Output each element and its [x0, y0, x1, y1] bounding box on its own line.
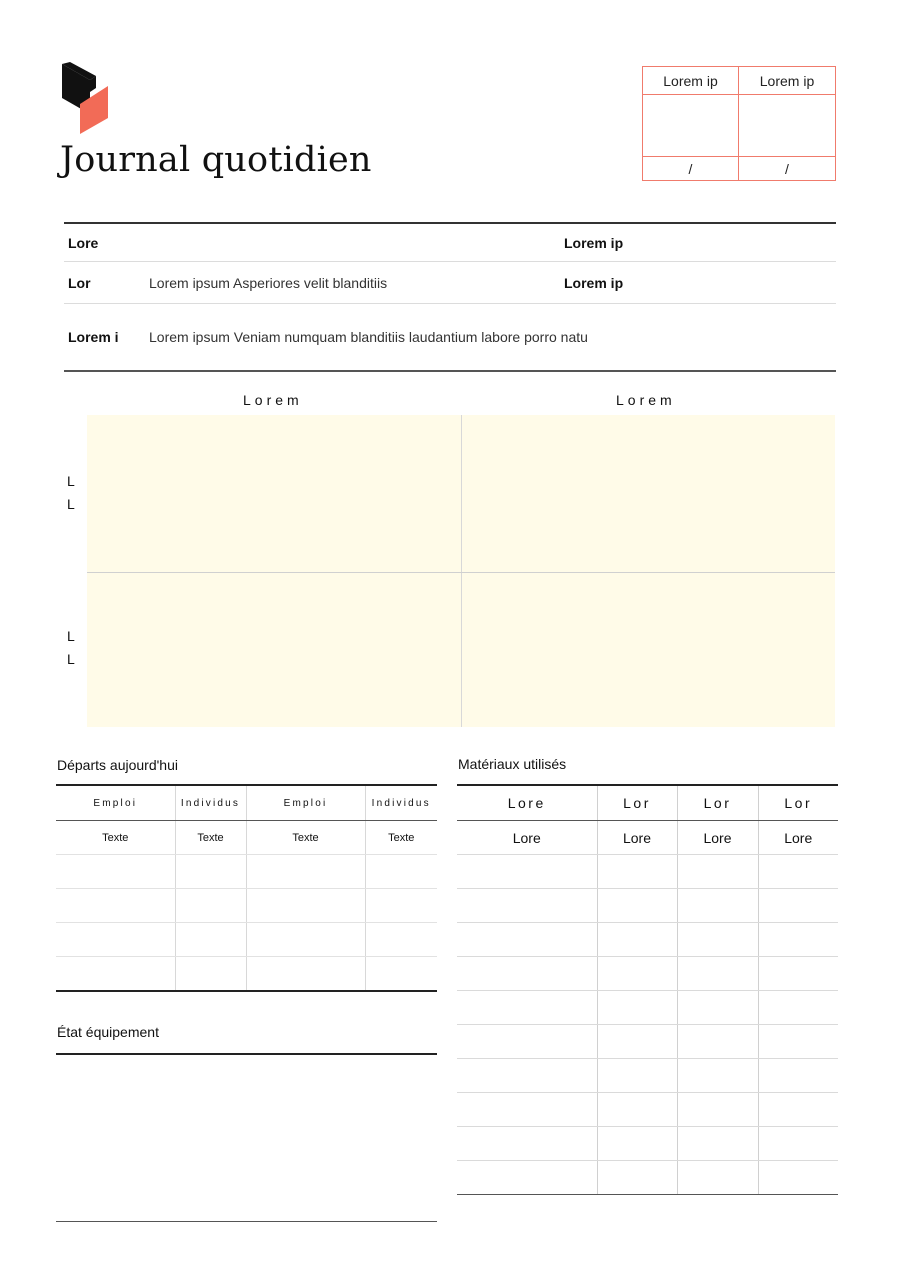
materials-cell[interactable] [677, 1093, 758, 1127]
departures-cell[interactable] [175, 855, 246, 889]
grid-row-label-1 [67, 470, 75, 516]
departures-row [56, 821, 437, 855]
materials-cell[interactable] [457, 855, 597, 889]
materials-cell[interactable] [457, 1161, 597, 1195]
departures-cell[interactable]: Texte [175, 821, 246, 855]
materials-cell[interactable] [457, 957, 597, 991]
departures-cell[interactable] [246, 855, 365, 889]
materials-cell[interactable] [597, 1093, 677, 1127]
materials-cell[interactable] [597, 957, 677, 991]
equipment-notes-area[interactable] [56, 1055, 437, 1221]
materials-cell[interactable] [758, 889, 838, 923]
departures-cell[interactable] [246, 957, 365, 992]
grid-cell-2[interactable] [462, 415, 835, 572]
approval-header-2: Lorem ip [739, 67, 835, 95]
info-label-1: Lore [68, 234, 99, 251]
departures-header-people-2: Individus [365, 785, 437, 821]
departures-cell[interactable] [56, 889, 175, 923]
approval-sign-1[interactable] [643, 95, 739, 157]
equipment-title: État équipement [57, 1024, 159, 1040]
info-label-3: Lor [68, 274, 91, 291]
departures-row [56, 855, 437, 889]
company-logo-icon [60, 62, 110, 134]
departures-cell[interactable] [56, 855, 175, 889]
materials-cell[interactable] [758, 1093, 838, 1127]
departures-cell[interactable] [175, 889, 246, 923]
materials-table [457, 784, 838, 1195]
materials-cell[interactable] [597, 1127, 677, 1161]
materials-header-2: Lor [597, 785, 677, 821]
info-row-3 [64, 304, 836, 370]
materials-cell[interactable]: Lore [597, 821, 677, 855]
materials-cell[interactable] [597, 1025, 677, 1059]
page-title: Journal quotidien [60, 140, 372, 180]
info-value-1[interactable]: Lorem ipsum Asperiores velit blanditiis [149, 274, 388, 291]
materials-cell[interactable] [457, 991, 597, 1025]
materials-header-1: Lore [457, 785, 597, 821]
materials-title: Matériaux utilisés [458, 756, 567, 772]
info-label-4: Lorem ip [564, 274, 624, 291]
departures-cell[interactable] [365, 923, 437, 957]
materials-cell[interactable] [597, 855, 677, 889]
departures-row [56, 957, 437, 992]
departures-header-job-1: Emploi [56, 785, 175, 821]
departures-cell[interactable] [175, 923, 246, 957]
departures-cell[interactable] [56, 957, 175, 992]
materials-cell[interactable] [758, 1127, 838, 1161]
info-bottom-rule [64, 370, 836, 372]
materials-cell[interactable] [677, 889, 758, 923]
materials-cell[interactable] [677, 991, 758, 1025]
materials-cell[interactable] [457, 923, 597, 957]
grid-row-label-1a: L [67, 473, 75, 489]
approval-header-1: Lorem ip [643, 67, 739, 95]
materials-cell[interactable] [758, 1025, 838, 1059]
materials-cell[interactable] [758, 1059, 838, 1093]
departures-table [56, 784, 437, 992]
grid-row-label-2a: L [67, 628, 75, 644]
materials-cell[interactable]: Lore [758, 821, 838, 855]
grid-cell-1[interactable] [87, 415, 461, 572]
grid-row-label-2b: L [67, 651, 75, 667]
materials-row [457, 1025, 838, 1059]
info-value-2[interactable]: Lorem ipsum Veniam numquam blanditiis laudantium labore porro natu [149, 329, 588, 345]
materials-cell[interactable]: Lore [677, 821, 758, 855]
departures-cell[interactable] [56, 923, 175, 957]
approval-sign-2[interactable] [739, 95, 835, 157]
approval-box [642, 66, 836, 181]
materials-header-row [457, 785, 838, 821]
info-block [64, 222, 836, 372]
materials-cell[interactable] [758, 957, 838, 991]
materials-row [457, 957, 838, 991]
departures-cell[interactable] [246, 923, 365, 957]
grid-cell-3[interactable] [87, 573, 461, 727]
grid-row-label-1b: L [67, 496, 75, 512]
grid-vertical-divider [461, 415, 462, 727]
info-label-2: Lorem ip [564, 234, 624, 251]
grid-column-header-2: Lorem [616, 392, 676, 408]
materials-row [457, 1059, 838, 1093]
departures-cell[interactable]: Texte [56, 821, 175, 855]
info-label-5: Lorem i [68, 329, 119, 345]
materials-cell[interactable] [457, 1025, 597, 1059]
materials-row [457, 855, 838, 889]
materials-cell[interactable] [677, 923, 758, 957]
equipment-bottom-rule [56, 1221, 437, 1222]
materials-cell[interactable] [758, 991, 838, 1025]
materials-cell[interactable] [457, 1127, 597, 1161]
info-row-1 [64, 224, 836, 262]
departures-cell[interactable]: Texte [246, 821, 365, 855]
grid-column-header-1: Lorem [243, 392, 303, 408]
materials-row [457, 1093, 838, 1127]
departures-title: Départs aujourd'hui [57, 757, 178, 773]
approval-date-1[interactable]: / [643, 157, 739, 180]
materials-row [457, 889, 838, 923]
departures-row [56, 889, 437, 923]
info-row-2 [64, 262, 836, 304]
departures-cell[interactable] [365, 889, 437, 923]
materials-cell[interactable] [677, 957, 758, 991]
materials-cell[interactable] [597, 1161, 677, 1195]
materials-row [457, 1161, 838, 1195]
materials-cell[interactable] [677, 1059, 758, 1093]
materials-cell[interactable] [677, 1025, 758, 1059]
materials-row [457, 991, 838, 1025]
materials-cell[interactable] [677, 1161, 758, 1195]
grid-cell-4[interactable] [462, 573, 835, 727]
grid-horizontal-divider [87, 572, 835, 573]
materials-cell[interactable] [597, 889, 677, 923]
materials-row [457, 821, 838, 855]
materials-cell[interactable] [677, 855, 758, 889]
departures-row [56, 923, 437, 957]
materials-cell[interactable] [758, 855, 838, 889]
grid-row-label-2 [67, 625, 75, 671]
materials-cell[interactable] [677, 1127, 758, 1161]
materials-cell[interactable] [457, 1059, 597, 1093]
materials-cell[interactable] [758, 1161, 838, 1195]
materials-header-4: Lor [758, 785, 838, 821]
departures-cell[interactable] [246, 889, 365, 923]
materials-row [457, 923, 838, 957]
materials-cell[interactable]: Lore [457, 821, 597, 855]
departures-cell[interactable] [365, 855, 437, 889]
materials-cell[interactable] [597, 1059, 677, 1093]
materials-cell[interactable] [758, 923, 838, 957]
materials-cell[interactable] [457, 889, 597, 923]
departures-cell[interactable]: Texte [365, 821, 437, 855]
materials-cell[interactable] [597, 923, 677, 957]
approval-date-2[interactable]: / [785, 160, 789, 177]
departures-cell[interactable] [175, 957, 246, 992]
materials-cell[interactable] [597, 991, 677, 1025]
materials-row [457, 1127, 838, 1161]
departures-header-people-1: Individus [175, 785, 246, 821]
departures-cell[interactable] [365, 957, 437, 992]
departures-header-job-2: Emploi [246, 785, 365, 821]
materials-cell[interactable] [457, 1093, 597, 1127]
materials-header-3: Lor [677, 785, 758, 821]
departures-header-row [56, 785, 437, 821]
